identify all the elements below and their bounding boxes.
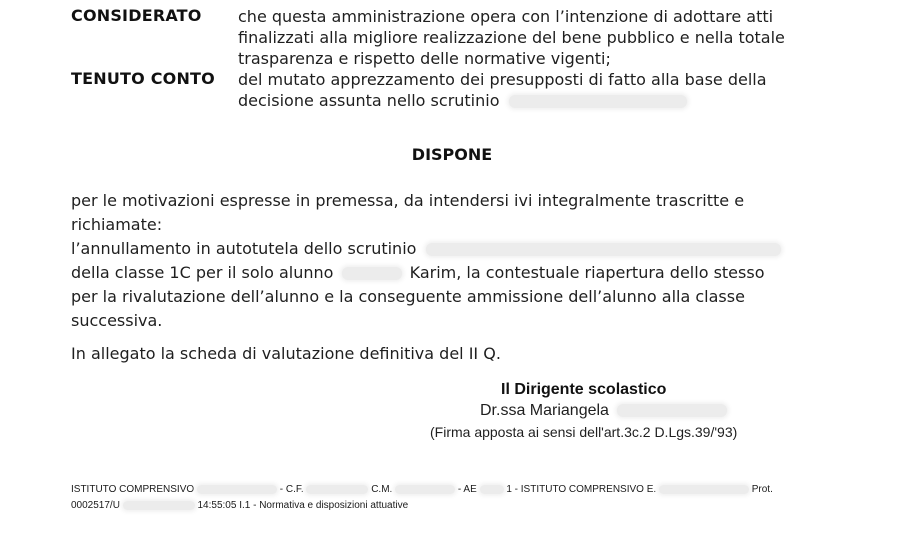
considerato-line-1: che questa amministrazione opera con l’intenzione di adottare atti xyxy=(238,7,774,26)
redacted-block xyxy=(659,485,749,494)
body-line-4-text-a: della classe 1C per il solo alunno xyxy=(71,263,334,282)
considerato-label: CONSIDERATO xyxy=(71,6,202,25)
redacted-block xyxy=(480,485,504,494)
section-heading: DISPONE xyxy=(411,145,493,164)
signature-name-text: Dr.ssa Mariangela xyxy=(480,402,609,419)
footer-line-1 xyxy=(71,482,871,498)
considerato-line-3: trasparenza e rispetto delle normative vigenti; xyxy=(238,49,611,68)
considerato-text xyxy=(238,6,838,69)
redacted-block xyxy=(426,243,781,256)
tenuto-conto-label: TENUTO CONTO xyxy=(71,69,215,88)
footer-text: - AE xyxy=(457,484,477,495)
footer-text: Prot. xyxy=(751,484,773,495)
body-line-3-text: l’annullamento in autotutela dello scrutinio xyxy=(71,239,417,258)
body-line-4 xyxy=(71,261,831,285)
body-line-1: per le motivazioni espresse in premessa, da intendersi ivi integralmente trascritte e xyxy=(71,191,745,210)
tenuto-conto-line-2-text: decisione assunta nello scrutinio xyxy=(238,91,500,110)
footer-text: 0002517/U xyxy=(71,500,120,511)
footer-text: - C.F. xyxy=(279,484,304,495)
footer-text: 14:55:05 I.1 - Normativa e disposizioni attuative xyxy=(197,500,409,511)
body-line-2: richiamate: xyxy=(71,215,163,234)
body-line-6: successiva. xyxy=(71,311,163,330)
tenuto-conto-line-1: del mutato apprezzamento dei presupposti di fatto alla base della xyxy=(238,70,767,89)
redacted-block xyxy=(617,404,727,417)
redacted-block xyxy=(342,267,402,280)
body-line-3 xyxy=(71,237,831,261)
redacted-block xyxy=(123,501,195,510)
protocol-footer xyxy=(71,482,871,514)
tenuto-conto-line-2 xyxy=(238,90,838,111)
signature-note: (Firma apposta ai sensi dell'art.3c.2 D.Lgs.39/'93) xyxy=(430,424,738,440)
tenuto-conto-text xyxy=(238,69,838,111)
redacted-block xyxy=(197,485,277,494)
signature-name xyxy=(480,402,727,420)
body-paragraph xyxy=(71,189,831,333)
footer-text: 1 - ISTITUTO COMPRENSIVO E. xyxy=(506,484,657,495)
footer-text: ISTITUTO COMPRENSIVO xyxy=(71,484,195,495)
footer-line-2 xyxy=(71,498,871,514)
closing-text: In allegato la scheda di valutazione definitiva del II Q. xyxy=(71,344,501,363)
body-line-4-text-b: Karim, la contestuale riapertura dello stesso xyxy=(409,263,765,282)
footer-text: C.M. xyxy=(371,484,393,495)
redacted-block xyxy=(306,485,368,494)
redacted-block xyxy=(509,95,687,108)
redacted-block xyxy=(395,485,455,494)
signature-title: Il Dirigente scolastico xyxy=(501,381,667,398)
considerato-line-2: finalizzati alla migliore realizzazione del bene pubblico e nella totale xyxy=(238,28,785,47)
body-line-5: per la rivalutazione dell’alunno e la conseguente ammissione dell’alunno alla classe xyxy=(71,287,745,306)
